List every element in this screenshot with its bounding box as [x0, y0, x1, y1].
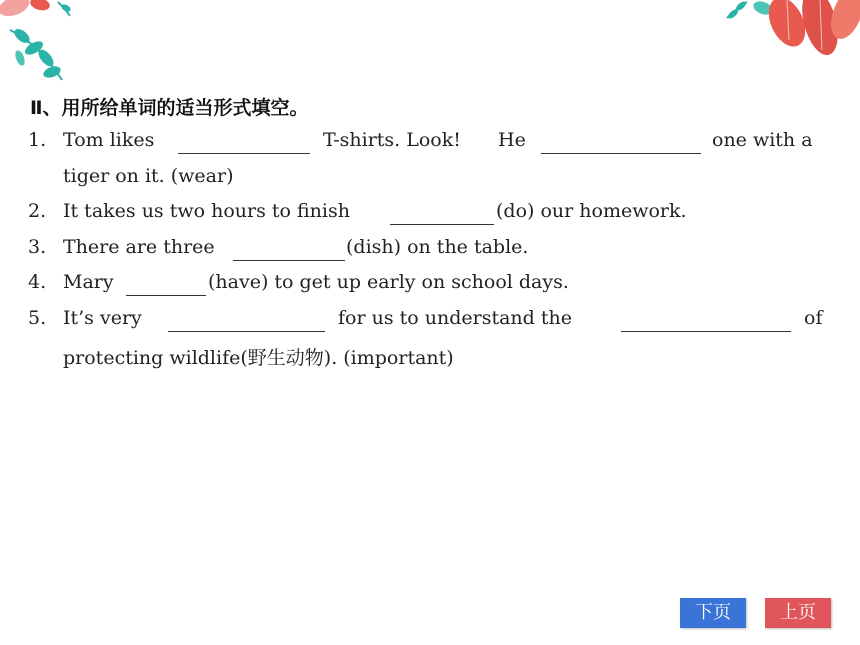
- question-number: 1.: [28, 129, 47, 151]
- answer-blank[interactable]: [178, 153, 310, 154]
- question-text: Tom likes: [63, 129, 155, 151]
- answer-blank[interactable]: [621, 331, 791, 332]
- question-text: It takes us two hours to finish: [63, 200, 350, 222]
- answer-blank[interactable]: [541, 153, 701, 154]
- question-number: 5.: [28, 307, 47, 329]
- answer-blank[interactable]: [168, 331, 325, 332]
- leaf-decoration-right: [725, 0, 860, 80]
- question-text: one with a: [712, 129, 813, 151]
- question-text: for us to understand the: [338, 307, 572, 329]
- next-page-button[interactable]: 下页: [680, 598, 746, 628]
- question-text: of: [804, 307, 823, 329]
- question-text: It’s very: [63, 307, 142, 329]
- leaf-decoration-left: [0, 0, 120, 95]
- answer-blank[interactable]: [126, 295, 206, 296]
- question-text: He: [498, 129, 526, 151]
- question-text: Mary: [63, 271, 114, 293]
- question-text: tiger on it. (wear): [63, 165, 234, 187]
- section-heading: Ⅱ、用所给单词的适当形式填空。: [30, 97, 309, 119]
- question-text: T-shirts. Look!: [323, 129, 461, 151]
- question-text: There are three: [63, 236, 215, 258]
- question-text: (do) our homework.: [496, 200, 687, 222]
- question-number: 3.: [28, 236, 47, 258]
- question-text: protecting wildlife(野生动物). (important): [63, 347, 454, 369]
- question-number: 4.: [28, 271, 47, 293]
- previous-page-button[interactable]: 上页: [765, 598, 831, 628]
- question-number: 2.: [28, 200, 47, 222]
- answer-blank[interactable]: [233, 260, 345, 261]
- question-text: (have) to get up early on school days.: [208, 271, 569, 293]
- answer-blank[interactable]: [390, 224, 494, 225]
- question-text: (dish) on the table.: [346, 236, 529, 258]
